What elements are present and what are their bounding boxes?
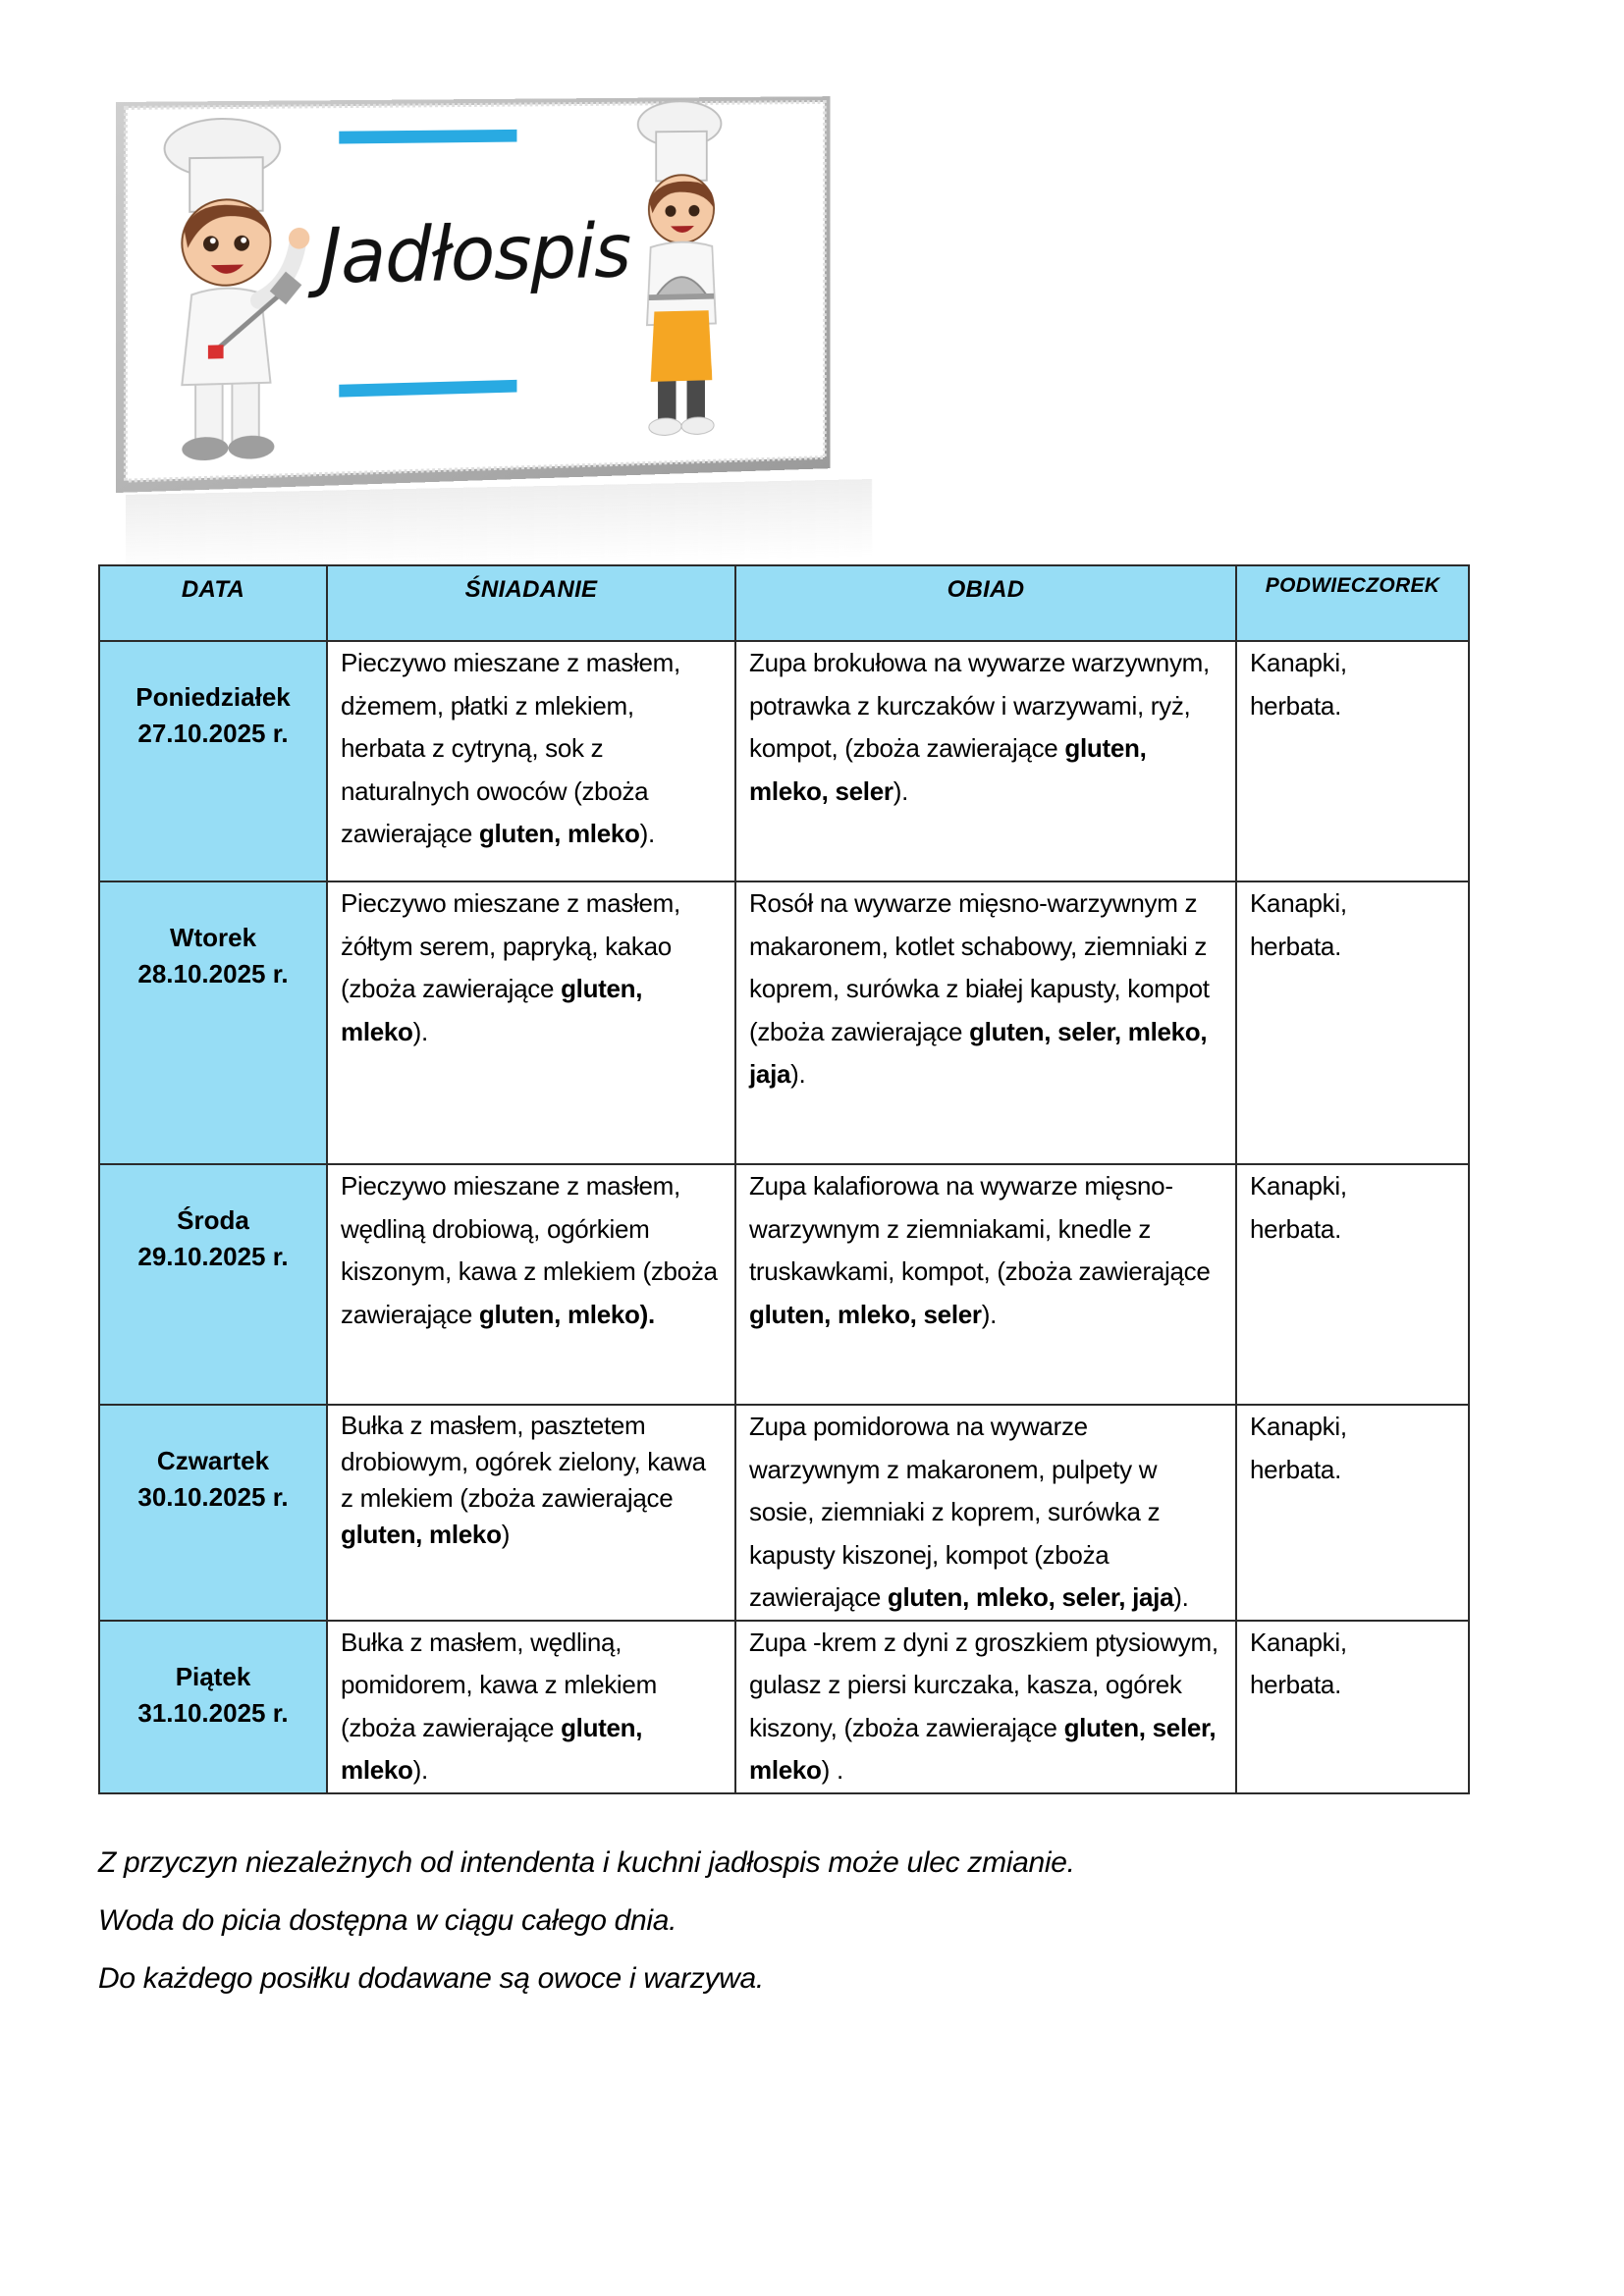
- day-name: Środa: [177, 1205, 249, 1235]
- menu-banner: [116, 102, 874, 563]
- day-date: 31.10.2025 r.: [137, 1697, 289, 1728]
- allergens: gluten, mleko, seler, jaja: [887, 1582, 1174, 1612]
- breakfast-cell: Bułka z masłem, pasztetem drobiowym, ogórek zielony, kawa z mlekiem (zboża zawierające gluten, mleko): [327, 1405, 735, 1621]
- breakfast-cell: Pieczywo mieszane z masłem, wędliną drobiową, ogórkiem kiszonym, kawa z mlekiem (zboża zawierające gluten, mleko).: [327, 1164, 735, 1405]
- day-date: 27.10.2025 r.: [137, 719, 289, 748]
- lunch-cell: Zupa pomidorowa na wywarze warzywnym z makaronem, pulpety w sosie, ziemniaki z koprem, surówka z kapusty kiszonej, kompot (zboża zawierające gluten, mleko, seler, jaja).: [735, 1405, 1236, 1621]
- day-name: Czwartek: [156, 1446, 270, 1475]
- breakfast-cell: Bułka z masłem, wędliną, pomidorem, kawa z mlekiem (zboża zawierające gluten, mleko).: [327, 1621, 735, 1793]
- banner-accent-line-top: [339, 130, 516, 144]
- note-water-available: Woda do picia dostępna w ciągu całego dnia.: [98, 1904, 677, 1937]
- allergens: gluten, mleko, seler: [749, 1299, 982, 1329]
- day-cell: [99, 1405, 327, 1621]
- snack-cell: Kanapki, herbata.: [1236, 881, 1469, 1164]
- day-date: 30.10.2025 r.: [137, 1482, 289, 1512]
- table-row: [99, 1621, 1469, 1793]
- allergens: gluten, mleko: [341, 1712, 643, 1785]
- day-name: Poniedziałek: [135, 682, 291, 712]
- snack-cell: Kanapki, herbata.: [1236, 1405, 1469, 1621]
- day-name: Wtorek: [169, 923, 257, 952]
- lunch-cell: Zupa brokułowa na wywarze warzywnym, potrawka z kurczaków i warzywami, ryż, kompot, (zboża zawierające gluten, mleko, seler).: [735, 641, 1236, 881]
- day-cell: [99, 1164, 327, 1405]
- day-date: 29.10.2025 r.: [137, 1242, 289, 1271]
- menu-notes: [98, 1845, 1075, 2019]
- header-snack: PODWIECZOREK: [1236, 565, 1469, 641]
- header-breakfast: ŚNIADANIE: [327, 565, 735, 641]
- day-cell: [99, 1621, 327, 1793]
- table-row: [99, 641, 1469, 881]
- table-row: [99, 1164, 1469, 1405]
- allergens: gluten, seler, mleko: [749, 1712, 1217, 1785]
- banner-title: Jadłospis: [319, 208, 631, 301]
- allergens: gluten, mleko).: [478, 1299, 655, 1329]
- allergens: gluten, seler, mleko, jaja: [749, 1016, 1208, 1089]
- menu-table: [98, 564, 1470, 1794]
- table-row: [99, 881, 1469, 1164]
- table-header-row: [99, 565, 1469, 641]
- allergens: gluten, mleko: [341, 974, 643, 1046]
- note-fruit-vegetables: Do każdego posiłku dodawane są owoce i warzywa.: [98, 1962, 764, 1995]
- snack-cell: Kanapki, herbata.: [1236, 1621, 1469, 1793]
- allergens: gluten, mleko, seler: [749, 733, 1147, 806]
- day-name: Piątek: [175, 1661, 251, 1691]
- banner-reflection: [126, 479, 872, 573]
- breakfast-cell: Pieczywo mieszane z masłem, dżemem, płatki z mlekiem, herbata z cytryną, sok z naturalnych owoców (zboża zawierające gluten, mleko).: [327, 641, 735, 881]
- allergens: gluten, mleko: [341, 1520, 502, 1549]
- header-lunch: OBIAD: [735, 565, 1236, 641]
- snack-cell: Kanapki, herbata.: [1236, 1164, 1469, 1405]
- allergens: gluten, mleko: [478, 819, 640, 848]
- table-row: [99, 1405, 1469, 1621]
- note-menu-may-change: Z przyczyn niezależnych od intendenta i kuchni jadłospis może ulec zmianie.: [98, 1846, 1075, 1879]
- day-date: 28.10.2025 r.: [137, 959, 289, 988]
- snack-cell: Kanapki, herbata.: [1236, 641, 1469, 881]
- day-cell: [99, 881, 327, 1164]
- lunch-cell: Zupa -krem z dyni z groszkiem ptysiowym, gulasz z piersi kurczaka, kasza, ogórek kiszony, (zboża zawierające gluten, seler, mleko) .: [735, 1621, 1236, 1793]
- header-date: DATA: [99, 565, 327, 641]
- breakfast-cell: Pieczywo mieszane z masłem, żółtym serem, papryką, kakao (zboża zawierające gluten, mleko).: [327, 881, 735, 1164]
- day-cell: [99, 641, 327, 881]
- lunch-cell: Rosół na wywarze mięsno-warzywnym z makaronem, kotlet schabowy, ziemniaki z koprem, surówka z białej kapusty, kompot (zboża zawierające gluten, seler, mleko, jaja).: [735, 881, 1236, 1164]
- lunch-cell: Zupa kalafiorowa na wywarze mięsno-warzywnym z ziemniakami, knedle z truskawkami, kompot, (zboża zawierające gluten, mleko, seler).: [735, 1164, 1236, 1405]
